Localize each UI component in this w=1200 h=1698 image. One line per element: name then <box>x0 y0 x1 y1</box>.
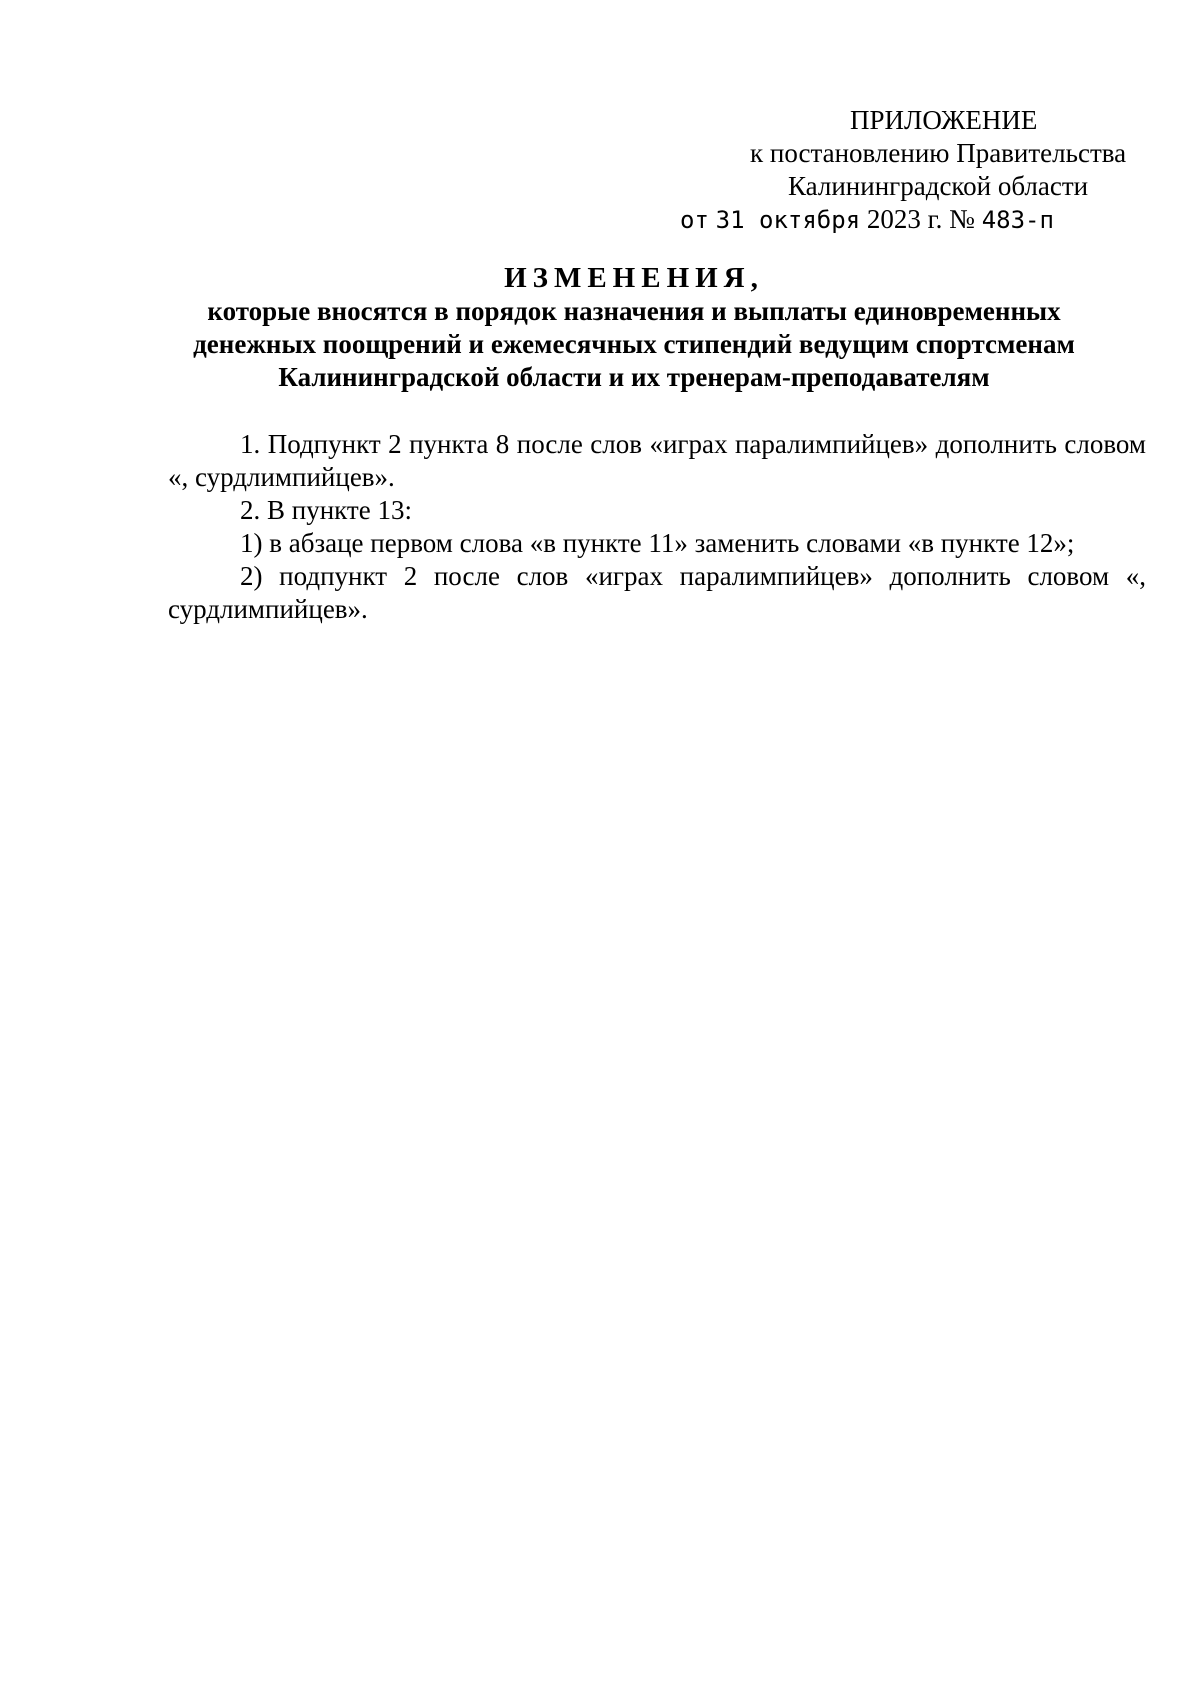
date-day-month: 31 октября <box>715 206 861 234</box>
appendix-block <box>660 104 1140 237</box>
body-paragraph-1: 1. Подпункт 2 пункта 8 после слов «играх паралимпийцев» дополнить словом «, сурдлимпийцев». <box>168 429 1146 492</box>
date-prefix: от <box>680 206 709 234</box>
document-heading <box>160 262 1108 394</box>
heading-line-1: которые вносятся в порядок назначения и выплаты единовременных <box>207 296 1061 326</box>
appendix-date-line <box>660 203 1140 237</box>
document-number: 483-п <box>981 206 1054 234</box>
body-paragraph-4: 2) подпункт 2 после слов «играх паралимпийцев» дополнить словом «, сурдлимпийцев». <box>168 561 1146 624</box>
date-year: 2023 г. № <box>866 204 975 234</box>
appendix-line-resolution: к постановлению Правительства <box>750 138 1127 168</box>
appendix-label: ПРИЛОЖЕНИЕ <box>850 105 1038 135</box>
heading-line-3: Калининградской области и их тренерам-преподавателям <box>278 362 990 392</box>
document-body <box>168 428 1146 626</box>
body-paragraph-2: 2. В пункте 13: <box>240 495 412 525</box>
heading-line-2: денежных поощрений и ежемесячных стипендий ведущим спортсменам <box>193 329 1075 359</box>
heading-title: ИЗМЕНЕНИЯ, <box>504 262 764 294</box>
appendix-line-region: Калининградской области <box>788 171 1089 201</box>
body-paragraph-3: 1) в абзаце первом слова «в пункте 11» заменить словами «в пункте 12»; <box>240 528 1075 558</box>
